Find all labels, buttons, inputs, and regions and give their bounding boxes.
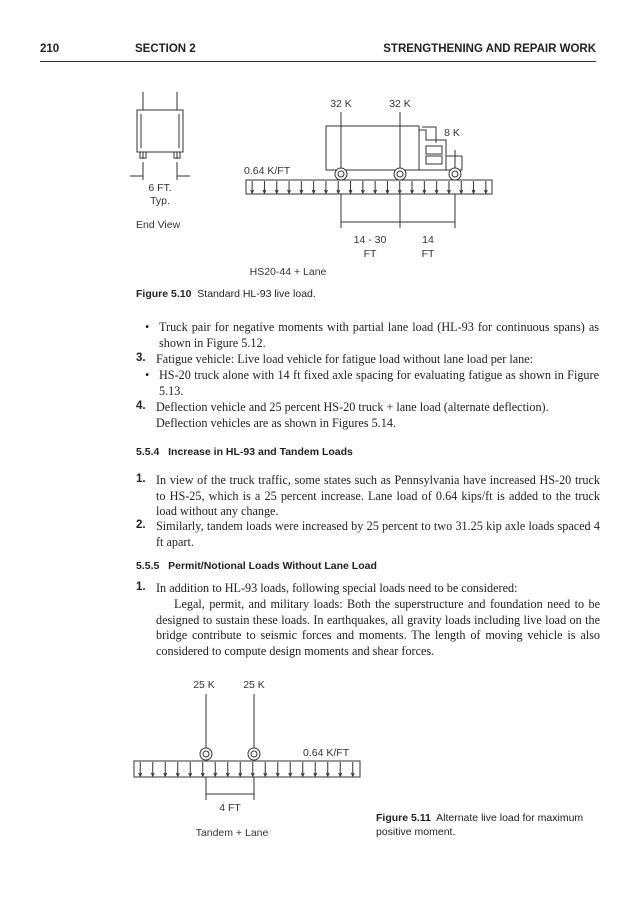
spacing1-line1: 14 - 30 — [353, 234, 387, 246]
s554-item1-number: 1. — [136, 473, 146, 485]
spacing1-line2: FT — [363, 248, 377, 260]
s554-item1-text: In view of the truck traffic, some states such as Pennsylvania have increased HS-20 truck to HS-25, which is a 25 percent increase. Lane load of 0.64 kips/ft is added to the truck load without any change. — [156, 473, 600, 519]
figure-5-10-diagram — [0, 0, 641, 300]
section-label: SECTION 2 — [135, 43, 196, 55]
item3-text: Fatigue vehicle: Live load vehicle for fatigue load without lane load per lane: — [156, 352, 533, 366]
truck-load-mid: 32 K — [389, 98, 411, 110]
end-view-width-line1: 6 FT. — [148, 182, 172, 194]
s554-item2-number: 2. — [136, 519, 146, 531]
chapter-title: STRENGTHENING AND REPAIR WORK — [383, 43, 596, 55]
section-5-5-4-heading: 5.5.4 Increase in HL-93 and Tandem Loads — [136, 446, 353, 458]
item4-continuation: Deflection vehicles are as shown in Figures 5.14. — [156, 416, 396, 430]
end-view-label: End View — [136, 219, 181, 231]
tandem-wheels — [200, 748, 260, 760]
end-view-sketch — [130, 92, 190, 180]
tandem-load-right: 25 K — [243, 679, 265, 691]
truck-load-left: 32 K — [330, 98, 352, 110]
tandem-load-lines — [206, 694, 254, 748]
bullet-truck-pair: • Truck pair for negative moments with partial lane load (HL-93 for continuous spans) as shown in Figure 5.12. — [145, 320, 599, 350]
bullet-fatigue: • HS-20 truck alone with 14 ft fixed axle spacing for evaluating fatigue as shown in Figure 5.13. — [145, 368, 599, 398]
s555-item1-number: 1. — [136, 581, 146, 593]
lane-load-strip-bottom — [134, 761, 360, 777]
truck-load-right: 8 K — [444, 127, 460, 139]
s555-item1-text: In addition to HL-93 loads, following special loads need to be considered: — [156, 581, 518, 595]
tandem-load-left: 25 K — [193, 679, 215, 691]
lane-load-strip-top — [246, 180, 492, 194]
truck-sketch — [326, 126, 462, 170]
section-5-5-5-heading: 5.5.5 Permit/Notional Loads Without Lane Load — [136, 560, 377, 572]
spacing2-line1: 14 — [422, 234, 434, 246]
spacing2-line2: FT — [421, 248, 435, 260]
item3-number: 3. — [136, 352, 146, 364]
item4-number: 4. — [136, 400, 146, 412]
page-number: 210 — [40, 43, 60, 55]
figure-5-10-caption-number: Figure 5.10 — [136, 288, 192, 300]
figure-5-11-label: Tandem + Lane — [195, 827, 269, 839]
tandem-spacing-label: 4 FT — [219, 802, 241, 814]
item4-text: Deflection vehicle and 25 percent HS-20 truck + lane load (alternate deflection). — [156, 400, 549, 414]
s554-item2-text: Similarly, tandem loads were increased by 25 percent to two 31.25 kip axle loads spaced 4 ft apart. — [156, 519, 600, 549]
lane-load-ticks-bottom — [139, 762, 355, 776]
lane-load-label-top: 0.64 K/FT — [244, 165, 291, 177]
figure-5-10-caption-text: Standard HL-93 live load. — [197, 288, 316, 300]
figure-5-11-caption — [376, 811, 586, 839]
figure-5-10-caption — [136, 288, 316, 300]
truck-dimension-lines — [341, 194, 455, 228]
lane-load-ticks-top — [251, 181, 488, 193]
figure-5-11-caption-text: Alternate live load for maximum positive moment. — [376, 812, 584, 838]
end-view-width-line2: Typ. — [150, 195, 170, 207]
s555-paragraph: Legal, permit, and military loads: Both the superstructure and foundation need to be designed to sustain these loads. In earthquakes, all gravity loads including live load on the bridge contribute to seismic forces and moments. The length of moving vehicle is also considered to compute design moments and shear forces. — [156, 597, 600, 658]
lane-load-label-bottom: 0.64 K/FT — [303, 747, 350, 759]
tandem-dimension-lines — [206, 777, 254, 800]
figure-5-11-caption-number: Figure 5.11 — [376, 812, 431, 824]
figure-5-10-label: HS20-44 + Lane — [249, 266, 327, 278]
